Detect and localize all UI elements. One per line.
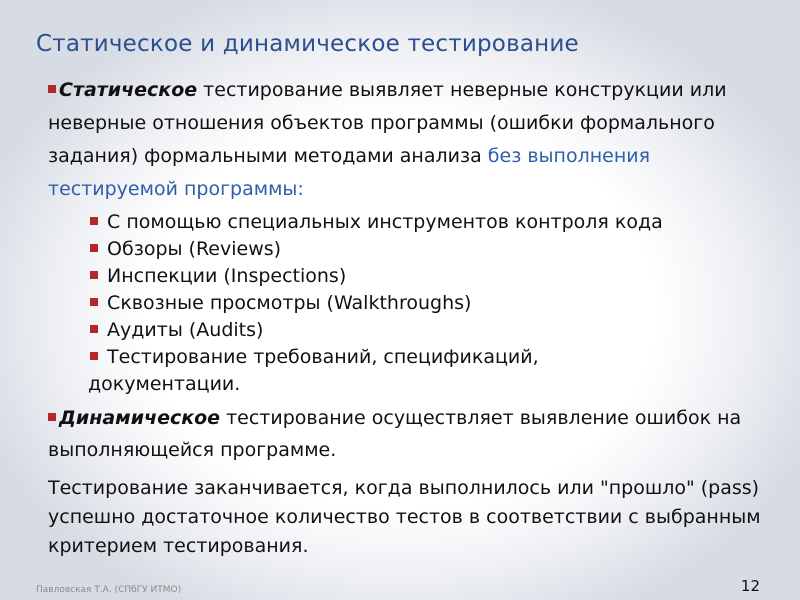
- list-item: [90, 290, 770, 317]
- square-bullet-icon: [90, 352, 98, 360]
- list-item: [90, 263, 770, 290]
- list-item-continuation: документации.: [88, 373, 241, 395]
- square-bullet-icon: [90, 325, 98, 333]
- list-item-label: Сквозные просмотры (Walkthroughs): [107, 292, 472, 314]
- static-term: Статическое: [59, 79, 198, 101]
- square-bullet-icon: [90, 298, 98, 306]
- square-bullet-icon: [48, 413, 56, 421]
- dynamic-description: тестирование осуществляет выявление ошибок на выполняющейся программе.: [48, 407, 742, 461]
- slide-title: Статическое и динамическое тестирование: [36, 31, 579, 57]
- list-item: [90, 344, 770, 371]
- list-item: [90, 209, 770, 236]
- square-bullet-icon: [90, 244, 98, 252]
- list-item-label: Аудиты (Audits): [107, 319, 264, 341]
- list-item: [90, 317, 770, 344]
- list-item-label: Инспекции (Inspections): [107, 265, 347, 287]
- static-highlight: без выполнения тестируемой программы:: [48, 145, 651, 200]
- dynamic-term: Динамическое: [59, 407, 221, 429]
- page-number: 12: [740, 577, 760, 595]
- dynamic-testing-paragraph: [48, 402, 748, 466]
- list-item-label: Обзоры (Reviews): [107, 238, 282, 260]
- footer-author: Павловская Т.А. (СПбГУ ИТМО): [36, 585, 182, 595]
- list-item-label: Тестирование требований, спецификаций,: [107, 346, 539, 368]
- static-description: тестирование выявляет неверные конструкции или неверные отношения объектов программы (ошибки формального задания) формальными методами анализа: [48, 79, 727, 167]
- static-methods-list: [90, 209, 770, 398]
- list-item: [90, 236, 770, 263]
- static-testing-paragraph: [48, 74, 768, 206]
- square-bullet-icon: [90, 217, 98, 225]
- list-item-label: С помощью специальных инструментов контроля кода: [107, 211, 663, 233]
- square-bullet-icon: [48, 85, 56, 93]
- square-bullet-icon: [90, 271, 98, 279]
- conclusion-paragraph: Тестирование заканчивается, когда выполнилось или "прошло" (pass) успешно достаточное количество тестов в соответствии с выбранным критерием тестирования.: [48, 477, 761, 557]
